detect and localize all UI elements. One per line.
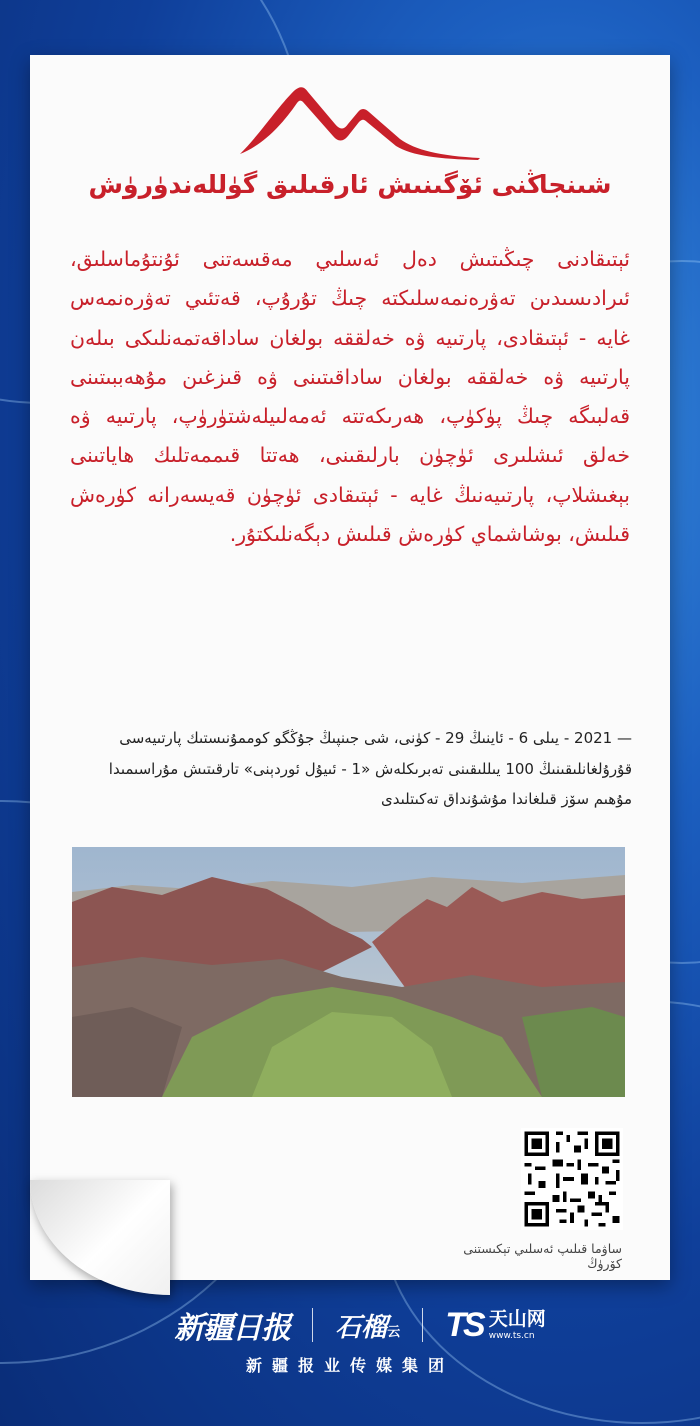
shiliuyun-logo[interactable] bbox=[335, 1307, 400, 1344]
footer-logos bbox=[160, 1300, 560, 1350]
xinjiang-daily-logo[interactable]: 新疆日报 bbox=[174, 1311, 291, 1346]
shiliuyun-logo-sub: 云 bbox=[387, 1324, 401, 1340]
body-paragraph: ئېتىقادنى چىڭىتىش دەل ئەسلىي مەقسەتنى ئۇنتۇماسلىق، ئىرادىسىدىن تەۋرەنمەسلىكتە چىڭ تۇرۇپ، قەتئىي تەۋرەنمەس غايە - ئېتىقادى، پارتىيە ۋە خەلققە بولغان ساداقەتمەنلىكى بىلەن پارتىيە ۋە خەلققە بولغان ساداقىتىنى ۋە قىزغىن مۇھەببىتىنى قەلبىگە چىڭ پۈكۈپ، ھەرىكەتتە ئەمەلىيلەشتۈرۈپ، پارتىيە ۋە خەلق ئىشلىرى ئۈچۈن بارلىقىنى، ھەتتا قىممەتلىك ھاياتىنى بېغىشلاپ، پارتىيەنىڭ غايە - ئېتىقادى ئۈچۈن قەيسەرانە كۈرەش قىلىش، بوشاشماي كۈرەش قىلىش دېگەنلىكتۇر. bbox=[70, 247, 630, 547]
page-title: شىنجاڭنى ئۆگىنىش ئارقىلىق گۈللەندۈرۈش bbox=[88, 170, 612, 199]
mountain-logo-icon bbox=[240, 84, 480, 164]
ts-text bbox=[488, 1307, 546, 1341]
ts-name: 天山网 bbox=[488, 1307, 546, 1330]
logo-divider bbox=[422, 1308, 423, 1342]
landscape-photo bbox=[72, 847, 625, 1097]
group-name: 新疆报业传媒集团 bbox=[245, 1356, 454, 1375]
qr-caption: ساۋما قىلىپ ئەسلىي تېكىستنى كۆرۈڭ bbox=[463, 1241, 622, 1271]
quote-attribution: — 2021 - يىلى 6 - ئاينىڭ 29 - كۈنى، شى جىنپىڭ جۇڭگو كوممۇنىستىك پارتىيەسى قۇرۇلغانلىقىنىڭ 100 يىللىقىنى تەبرىكلەش «1 - ئىيۇل ئوردېنى» تارقىتىش مۇراسىمىدا مۇھىم سۆز قىلغاندا مۇشۇنداق تەكىتلىدى bbox=[108, 729, 632, 808]
tianshan-net-logo[interactable] bbox=[445, 1306, 545, 1345]
ts-url: www.ts.cn bbox=[488, 1330, 535, 1341]
logo-divider bbox=[312, 1308, 313, 1342]
ts-mark: TS bbox=[445, 1305, 483, 1344]
shiliuyun-logo-main: 石榴 bbox=[335, 1312, 388, 1343]
qr-code[interactable] bbox=[521, 1128, 623, 1230]
